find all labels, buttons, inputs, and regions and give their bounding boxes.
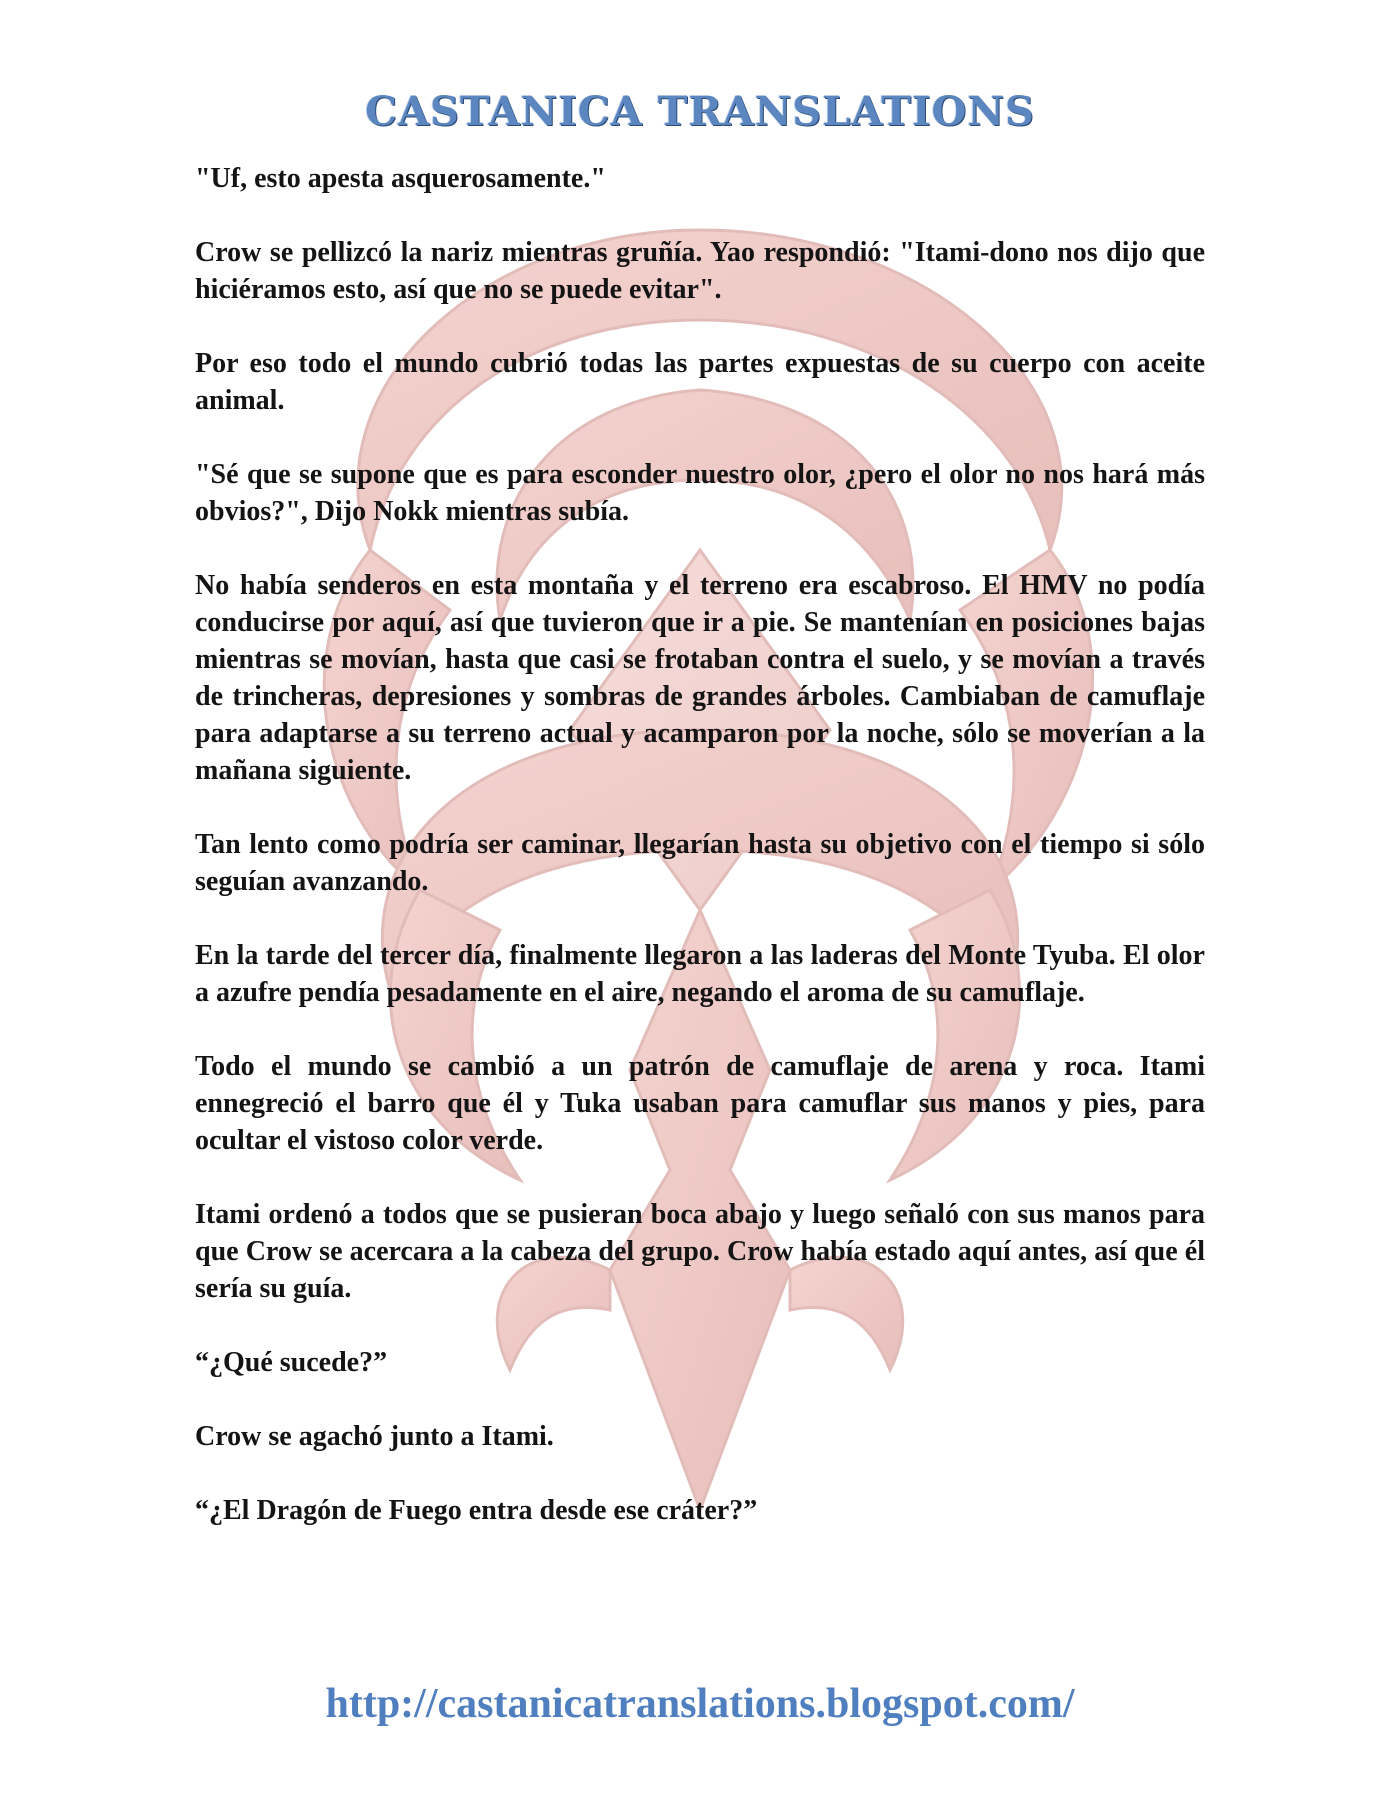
paragraph: "Uf, esto apesta asquerosamente." bbox=[195, 163, 606, 194]
paragraph: "Sé que se supone que es para esconder nuestro olor, ¿pero el olor no nos hará más obvios?", Dijo Nokk mientras subía. bbox=[195, 459, 1205, 527]
paragraph: En la tarde del tercer día, finalmente llegaron a las laderas del Monte Tyuba. El olor a azufre pendía pesadamente en el aire, negando el aroma de su camuflaje. bbox=[195, 940, 1205, 1008]
paragraph: No había senderos en esta montaña y el terreno era escabroso. El HMV no podía conducirse por aquí, así que tuvieron que ir a pie. Se mantenían en posiciones bajas mientras se movían, hasta que casi se frotaban contra el suelo, y se movían a través de trincheras, depresiones y sombras de grandes árboles. Cambiaban de camuflaje para adaptarse a su terreno actual y acamparon por la noche, sólo se moverían a la mañana siguiente. bbox=[195, 570, 1205, 786]
paragraph: “¿Qué sucede?” bbox=[195, 1347, 388, 1378]
chapter-body bbox=[195, 160, 1205, 1566]
paragraph: Tan lento como podría ser caminar, llegarían hasta su objetivo con el tiempo si sólo seguían avanzando. bbox=[195, 829, 1205, 897]
paragraph: Crow se agachó junto a Itami. bbox=[195, 1421, 554, 1452]
paragraph: “¿El Dragón de Fuego entra desde ese cráter?” bbox=[195, 1495, 758, 1526]
paragraph: Todo el mundo se cambió a un patrón de camuflaje de arena y roca. Itami ennegreció el barro que él y Tuka usaban para camuflar sus manos y pies, para ocultar el vistoso color verde. bbox=[195, 1051, 1205, 1156]
paragraph: Crow se pellizcó la nariz mientras gruñía. Yao respondió: "Itami-dono nos dijo que hiciéramos esto, así que no se puede evitar". bbox=[195, 237, 1205, 305]
site-header-title: CASTANICA TRANSLATIONS bbox=[365, 88, 1035, 135]
paragraph: Por eso todo el mundo cubrió todas las partes expuestas de su cuerpo con aceite animal. bbox=[195, 348, 1205, 416]
paragraph: Itami ordenó a todos que se pusieran boca abajo y luego señaló con sus manos para que Crow se acercara a la cabeza del grupo. Crow había estado aquí antes, así que él sería su guía. bbox=[195, 1199, 1205, 1304]
blog-url-link[interactable]: http://castanicatranslations.blogspot.com/ bbox=[325, 1681, 1075, 1727]
